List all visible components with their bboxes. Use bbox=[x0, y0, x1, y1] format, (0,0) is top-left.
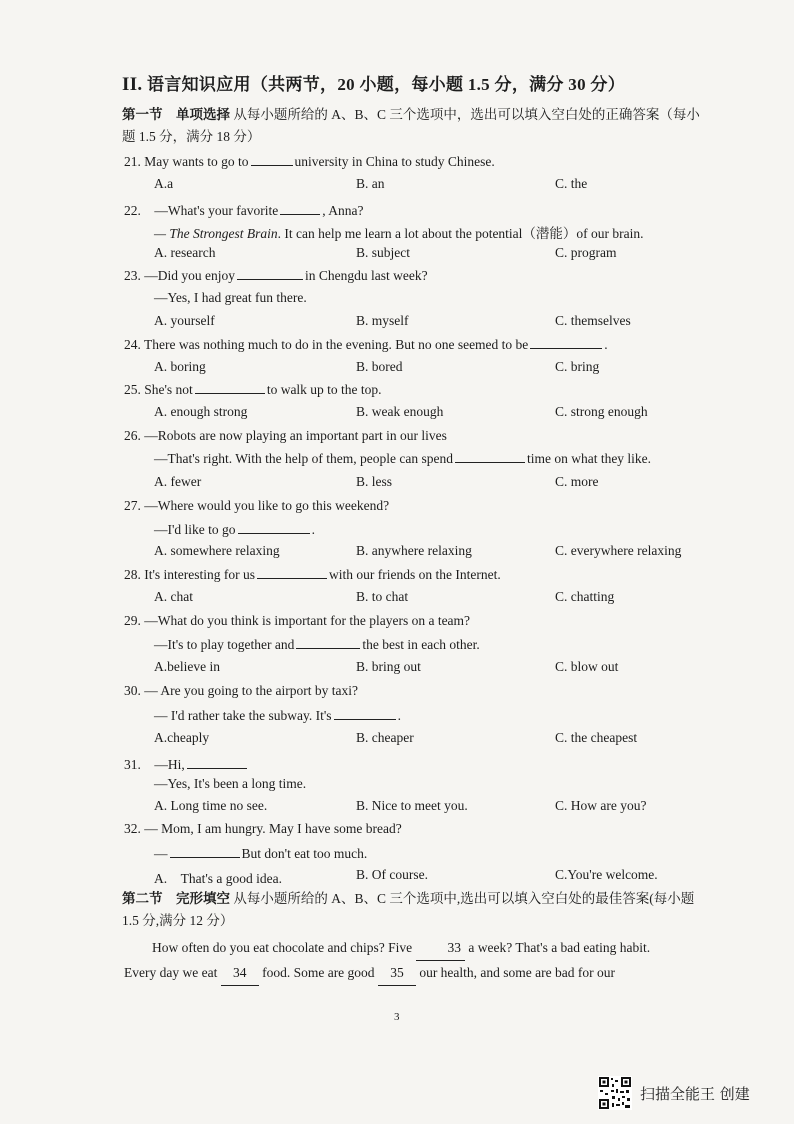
question-21: 21. May wants to go to university in China to study Chinese. bbox=[124, 154, 495, 169]
part1-heading: 第一节 单项选择 从每小题所给的 A、B、C 三个选项中，选出可以填入空白处的正确答案（每小题 1.5 分，满分 18 分） bbox=[122, 107, 700, 144]
cloze-line-1: How often do you eat chocolate and chips? Five 33 a week? That's a bad eating habit. bbox=[124, 936, 700, 961]
page-number: 3 bbox=[394, 1011, 400, 1023]
question-26: 26. —Robots are now playing an important part in our lives bbox=[124, 428, 447, 443]
cloze-passage bbox=[124, 936, 700, 986]
question-26-reply: —That's right. With the help of them, people can spend time on what they like. bbox=[154, 451, 652, 466]
options-30: A.cheaply B. cheaper C. the cheapest bbox=[154, 730, 638, 745]
question-27-reply: —I'd like to go . bbox=[154, 522, 315, 537]
question-30-reply: — I'd rather take the subway. It's . bbox=[154, 708, 401, 723]
options-23: A. yourself B. myself C. themselves bbox=[154, 313, 631, 328]
question-29-reply: —It's to play together and the best in each other. bbox=[154, 637, 480, 652]
question-32-reply: — But don't eat too much. bbox=[154, 846, 368, 861]
options-31: A. Long time no see. B. Nice to meet you. C. How are you? bbox=[154, 798, 647, 813]
question-24: 24. There was nothing much to do in the evening. But no one seemed to be . bbox=[124, 337, 608, 352]
question-29: 29. —What do you think is important for the players on a team? bbox=[124, 613, 471, 628]
watermark-text: 扫描全能王 创建 bbox=[640, 1084, 750, 1103]
part2-heading: 第二节 完形填空 从每小题所给的 A、B、C 三个选项中,选出可以填入空白处的最佳答案(每小题 1.5 分,满分 12 分） bbox=[122, 891, 695, 928]
question-31-reply: —Yes, It's been a long time. bbox=[154, 776, 307, 791]
options-24: A. boring B. bored C. bring bbox=[154, 359, 600, 374]
blank-33: 33 bbox=[416, 936, 466, 961]
options-26: A. fewer B. less C. more bbox=[154, 474, 599, 489]
options-25: A. enough strong B. weak enough C. strong enough bbox=[154, 404, 648, 419]
question-23: 23. —Did you enjoy in Chengdu last week? bbox=[124, 268, 428, 283]
options-28: A. chat B. to chat C. chatting bbox=[154, 589, 615, 604]
question-25: 25. She's not to walk up to the top. bbox=[124, 382, 382, 397]
blank-34: 34 bbox=[221, 961, 259, 986]
scanner-watermark bbox=[598, 1076, 750, 1110]
options-21: A.a B. an C. the bbox=[154, 176, 588, 191]
question-22-reply: — The Strongest Brain. It can help me learn a lot about the potential（潜能）of our brain. bbox=[154, 226, 644, 241]
qr-code-icon bbox=[598, 1076, 632, 1110]
section-title: II. 语言知识应用（共两节，20 小题，每小题 1.5 分，满分 30 分） bbox=[122, 74, 626, 95]
question-27: 27. —Where would you like to go this weekend? bbox=[124, 498, 390, 513]
question-30: 30. — Are you going to the airport by taxi? bbox=[124, 683, 358, 698]
blank-35: 35 bbox=[378, 961, 416, 986]
question-28: 28. It's interesting for us with our friends on the Internet. bbox=[124, 567, 501, 582]
options-27: A. somewhere relaxing B. anywhere relaxing C. everywhere relaxing bbox=[154, 543, 682, 558]
options-22: A. research B. subject C. program bbox=[154, 245, 617, 260]
options-29: A.believe in B. bring out C. blow out bbox=[154, 659, 619, 674]
cloze-line-2: Every day we eat 34 food. Some are good 35 our health, and some are bad for our bbox=[124, 961, 700, 986]
question-22: 22. —What's your favorite , Anna? bbox=[124, 203, 364, 218]
question-31: 31. —Hi, bbox=[124, 753, 714, 773]
options-32: A. That's a good idea. B. Of course. C.You're welcome. bbox=[154, 867, 658, 886]
question-32: 32. — Mom, I am hungry. May I have some bread? bbox=[124, 821, 402, 836]
question-23-reply: —Yes, I had great fun there. bbox=[154, 290, 307, 305]
